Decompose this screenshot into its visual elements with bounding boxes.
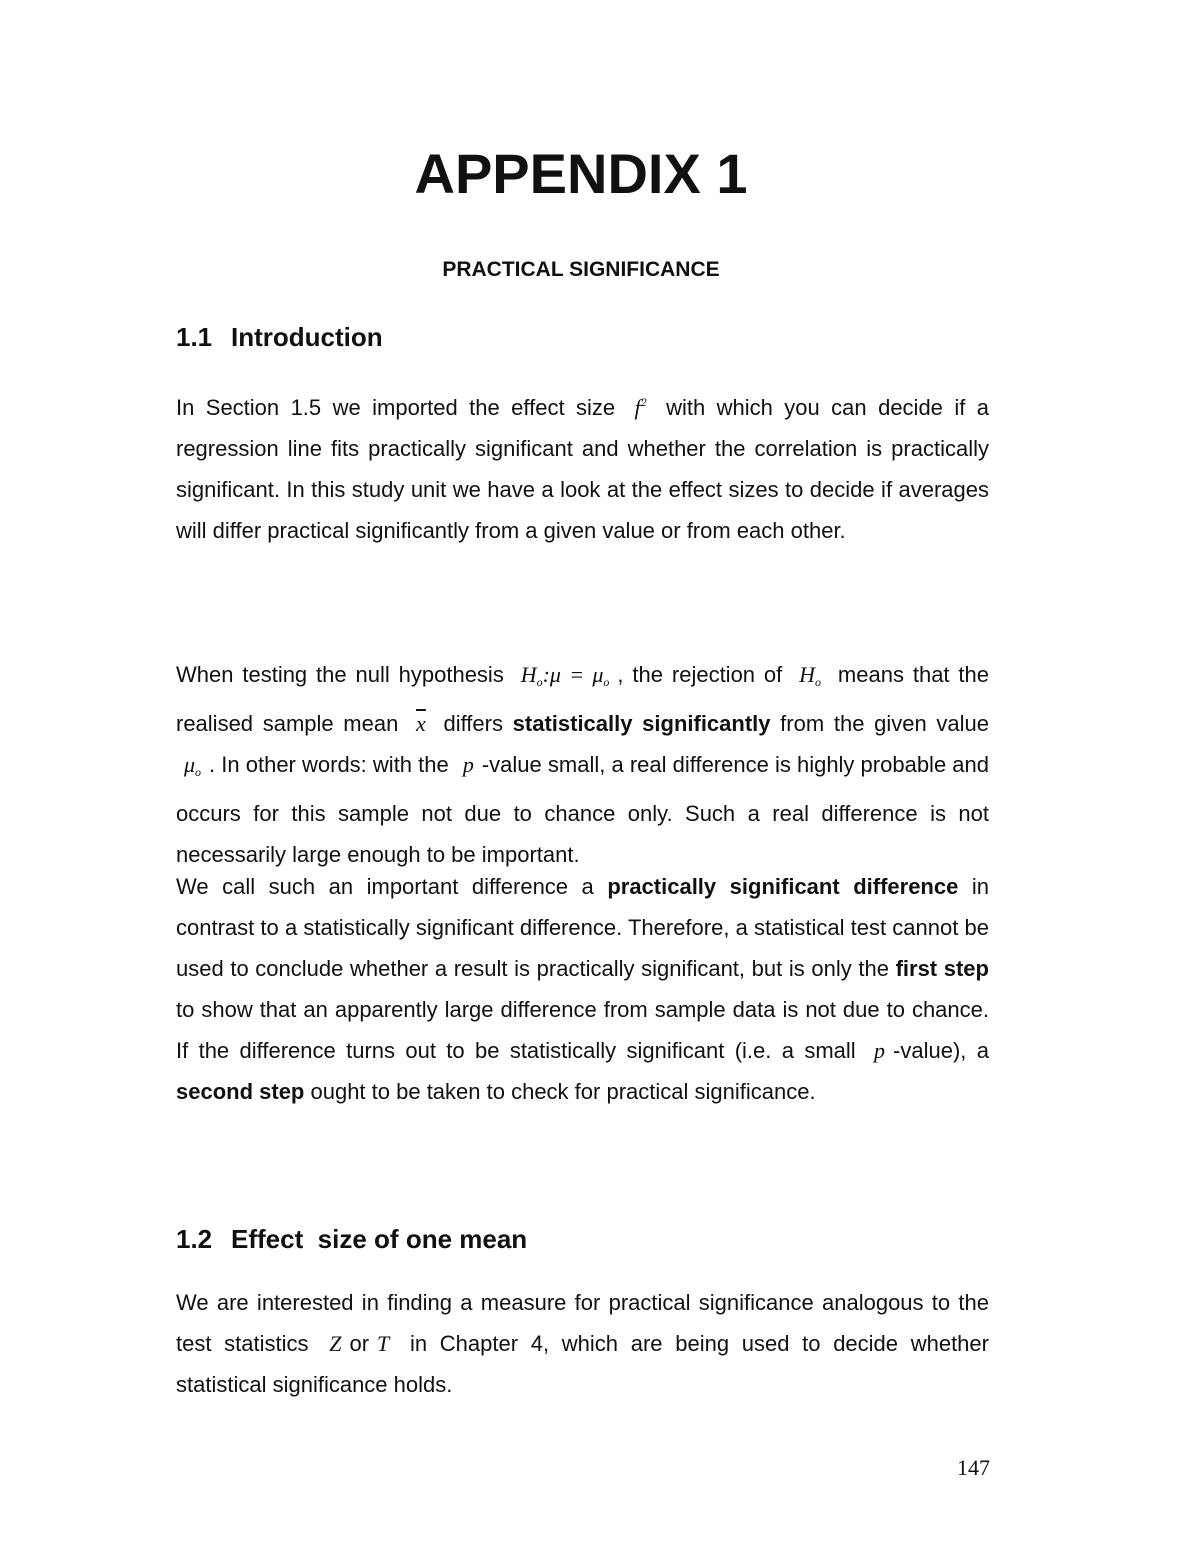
text-run: When testing the null hypothesis [176, 662, 513, 687]
math-mu-null: $\mu_o$ [184, 752, 202, 779]
text-run: means that the realised sample mean [176, 662, 990, 736]
effect-size-paragraph [176, 1282, 989, 1405]
math-p: p [462, 752, 474, 777]
section-title: Introduction [231, 322, 383, 352]
math-x-bar: $\overline{x}$ [416, 711, 426, 736]
text-run: differs [433, 711, 513, 736]
section-heading-effect-size [176, 1222, 527, 1256]
text-run: . In other words: with the [209, 752, 455, 777]
section-number: 1.2 [176, 1224, 213, 1254]
math-f-squared: $f^2$ [634, 395, 647, 420]
emphasis-practically-significant-difference: practically significant difference [607, 874, 959, 899]
math-h-null: $H_o$ [799, 662, 822, 689]
text-run: ought to be taken to check for practical significance. [304, 1079, 816, 1104]
text-run: We call such an important difference a [176, 874, 608, 899]
appendix-title: APPENDIX 1 [414, 142, 748, 205]
math-p: p [874, 1038, 886, 1063]
text-run: in contrast to a statistically significant difference. Therefore, a statistical test cannot be used to conclude whether a result is practically significant, but is only the [176, 874, 989, 981]
emphasis-first-step: first step [895, 956, 989, 981]
section-heading-introduction [176, 320, 383, 354]
text-run: -value), a [893, 1038, 989, 1063]
text-run: to show that an apparently large difference from sample data is not due to chance. If the difference turns out to be statistically significant (i.e. a small [176, 997, 989, 1063]
text-run: , the rejection of [617, 662, 792, 687]
text-run: in Chapter 4, which are being used to decide whether statistical significance holds. [176, 1331, 989, 1397]
text-run: -value small, a real difference is highly probable and occurs for this sample not due to chance only. Such a real difference is not necessarily large enough to be important. [176, 752, 990, 867]
text-run: from the given value [770, 711, 989, 736]
section-number: 1.1 [176, 322, 213, 352]
section-title: Effect size of one mean [231, 1224, 528, 1254]
math-t: T [377, 1331, 390, 1356]
text-run: We are interested in finding a measure for practical significance analogous to the test statistics [176, 1290, 989, 1356]
text-run: with which you can decide if a regression line fits practically significant and whether the correlation is practically significant. In this study unit we have a look at the effect sizes to decide if averages will differ practical significantly from a given value or from each other. [176, 395, 989, 543]
text-run: or [349, 1331, 370, 1356]
math-null-hypothesis: $H_o:\mu = \mu_o$ [520, 662, 610, 689]
emphasis-second-step: second step [176, 1079, 305, 1104]
hypothesis-paragraph [176, 654, 989, 875]
emphasis-statistically-significantly: statistically significantly [512, 711, 771, 736]
text-run: In Section 1.5 we imported the effect size [176, 395, 627, 420]
practical-difference-paragraph [176, 866, 989, 1112]
page-number: 147 [957, 1455, 990, 1480]
appendix-subtitle: PRACTICAL SIGNIFICANCE [442, 258, 720, 281]
intro-paragraph [176, 382, 989, 551]
math-z: Z [329, 1331, 342, 1356]
